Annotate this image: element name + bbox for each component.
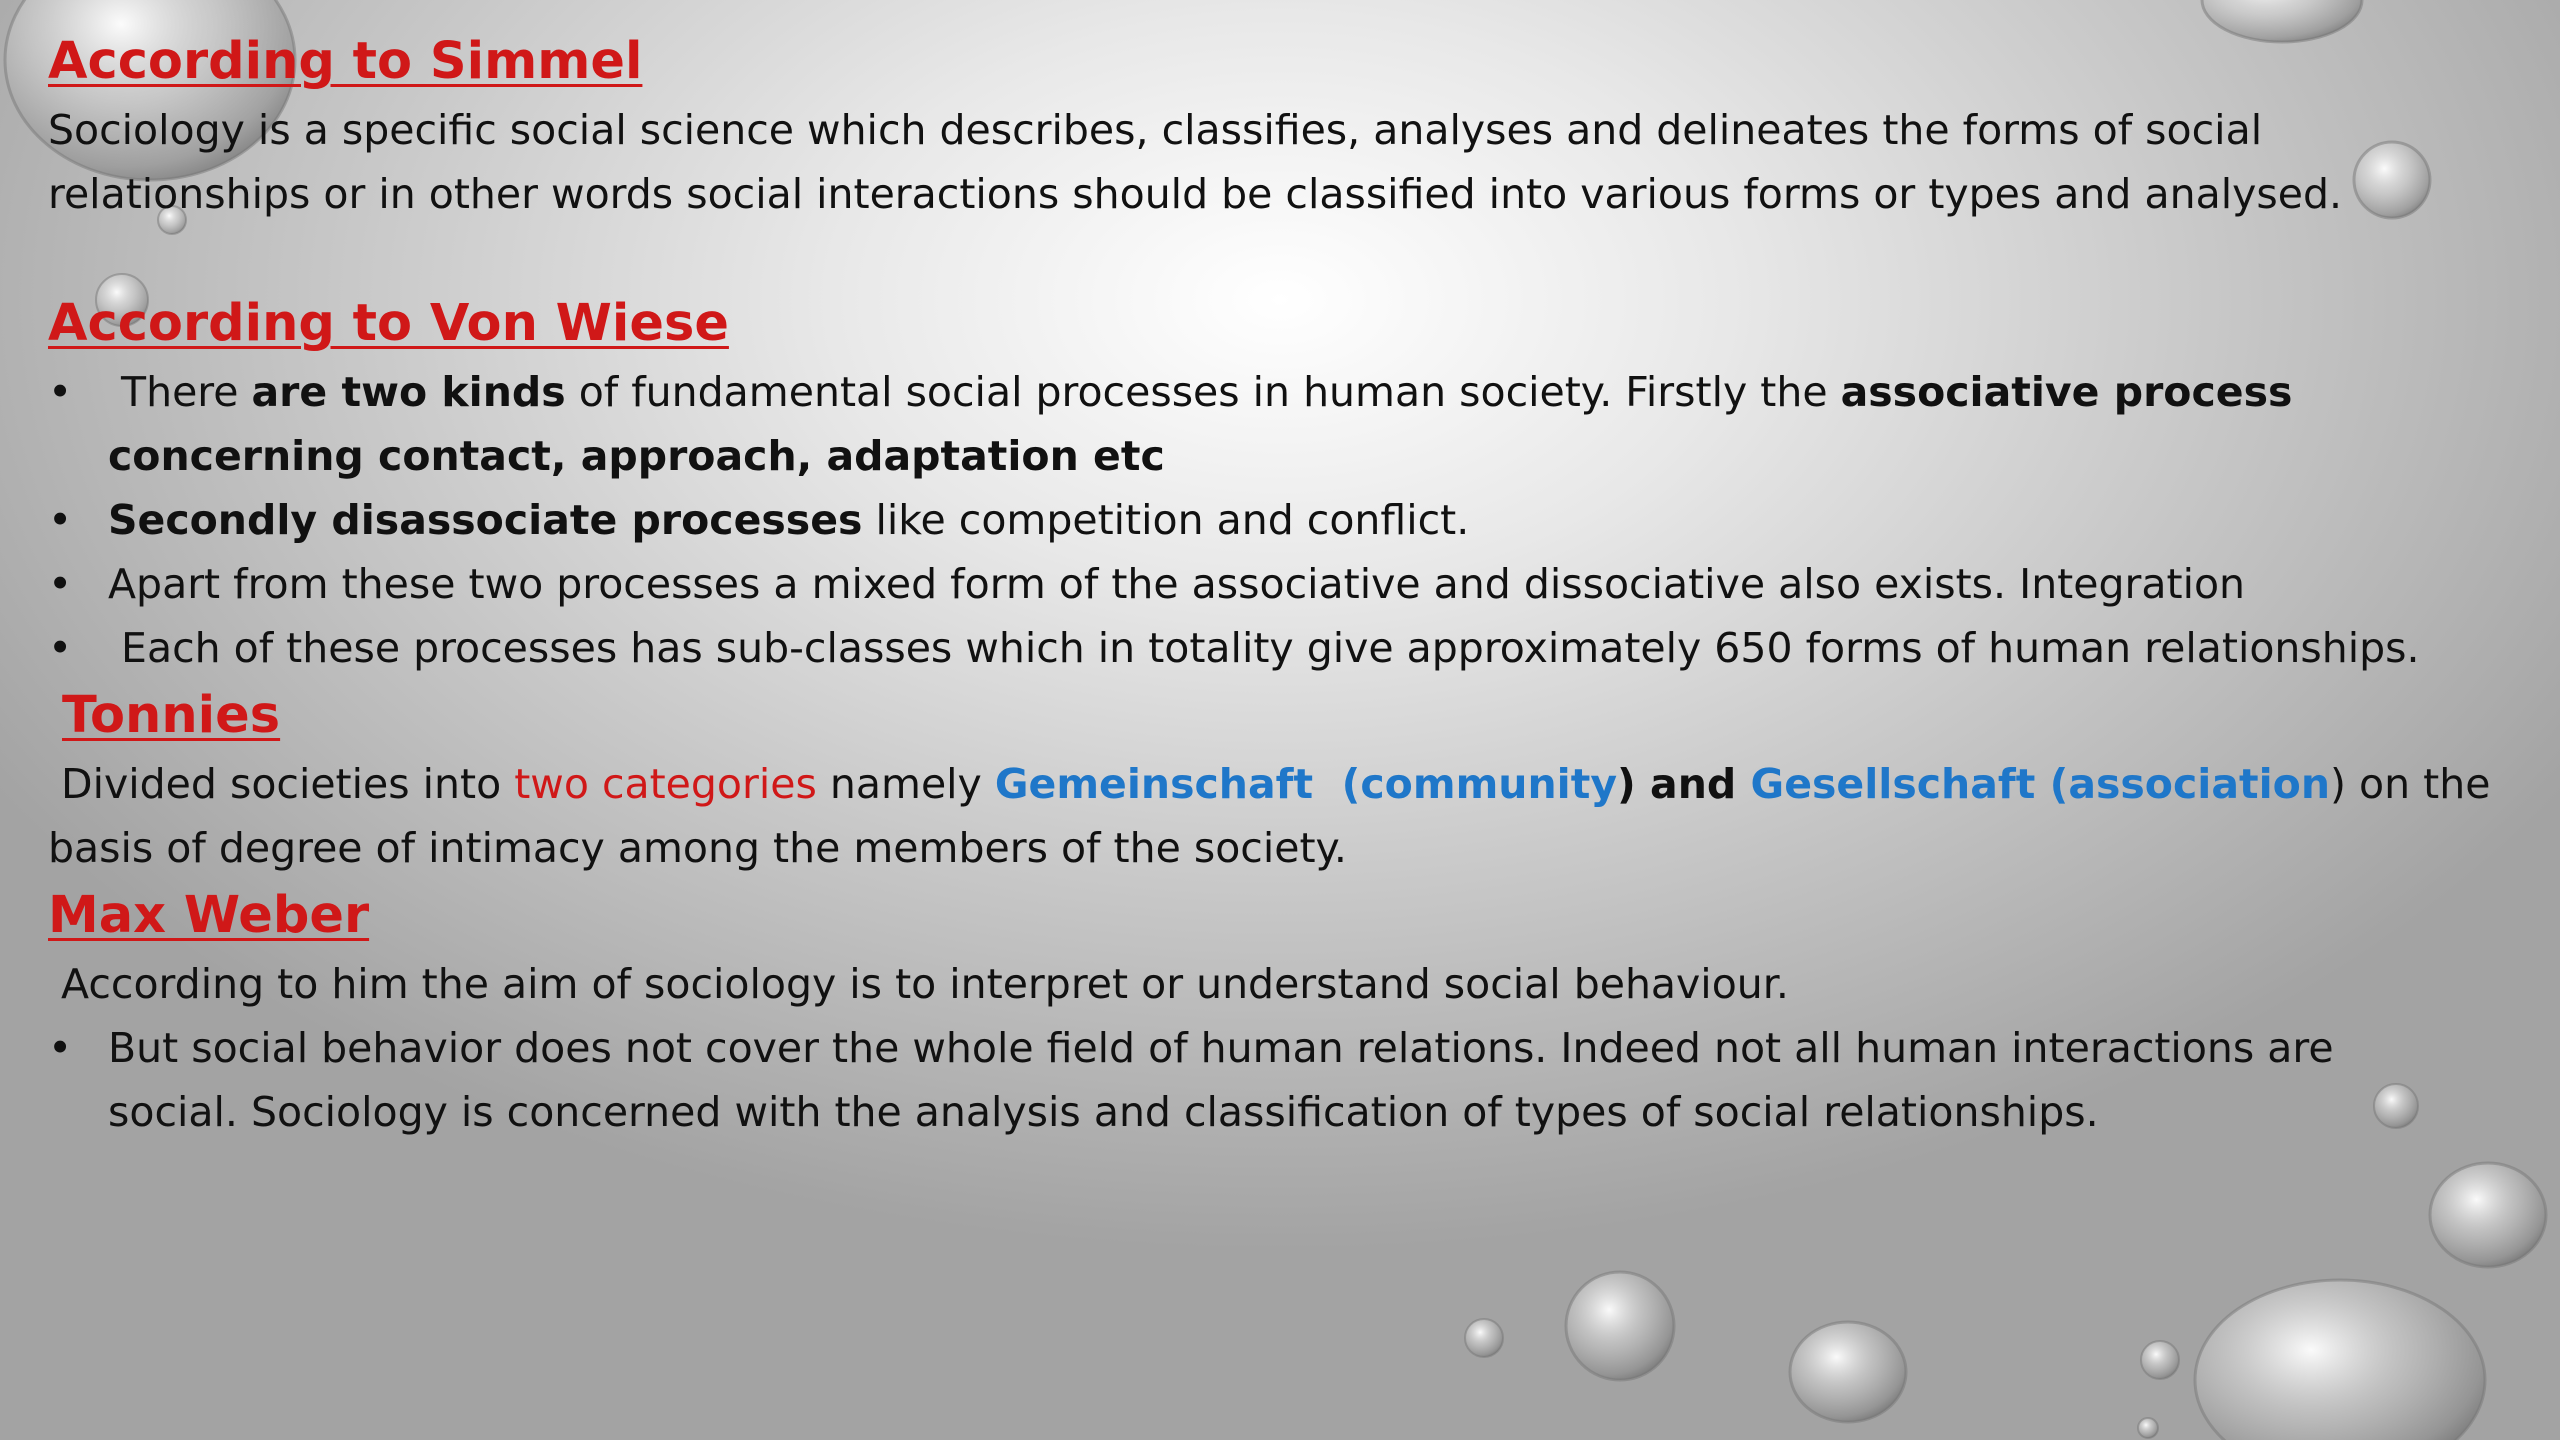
bullet-1-text-a: There xyxy=(108,368,252,416)
tonnies-text-c: ) on the xyxy=(2330,760,2491,808)
tonnies-text-b: namely xyxy=(816,760,995,808)
bullet-1-bold-a: are two kinds xyxy=(251,368,566,416)
weber-bullet xyxy=(48,1016,2508,1144)
section-spacer xyxy=(48,226,2508,288)
bullet-2-bold: Secondly disassociate processes xyxy=(108,496,863,544)
tonnies-text-a: Divided societies into xyxy=(48,760,515,808)
von-wiese-bullet-2 xyxy=(48,488,2508,552)
bullet-icon: • xyxy=(48,624,73,672)
von-wiese-bullet-1 xyxy=(48,360,2508,488)
bullet-2-line xyxy=(108,488,2508,552)
bullet-1-line-1 xyxy=(108,360,2508,424)
water-drop-icon xyxy=(1465,1319,1503,1357)
weber-definition xyxy=(48,952,2508,1016)
heading-tonnies: Tonnies xyxy=(62,686,281,745)
simmel-definition xyxy=(48,98,2508,226)
heading-max-weber: Max Weber xyxy=(48,886,370,945)
weber-line-1: According to him the aim of sociology is to interpret or understand social behaviour. xyxy=(48,960,1789,1008)
tonnies-and: ) and xyxy=(1617,760,1751,808)
slide-content xyxy=(48,26,2508,1144)
bullet-1-text-b: of fundamental social processes in human society. Firstly the xyxy=(565,368,1841,416)
water-drop-icon xyxy=(1790,1322,1906,1422)
water-drop-icon xyxy=(2141,1341,2179,1379)
bullet-1-line-2: concerning contact, approach, adaptation etc xyxy=(108,432,1165,480)
heading-simmel: According to Simmel xyxy=(48,32,643,91)
tonnies-gemeinschaft: Gemeinschaft (community xyxy=(994,760,1618,808)
heading-von-wiese-text: According to Von Wiese xyxy=(48,294,729,353)
water-drop-icon xyxy=(1566,1272,1674,1380)
bullet-1-bold-b: associative process xyxy=(1840,368,2293,416)
bullet-icon: • xyxy=(48,1024,73,1072)
bullet-icon: • xyxy=(48,496,73,544)
simmel-line-1: Sociology is a specific social science which describes, classifies, analyses and delineates the forms of social xyxy=(48,106,2263,154)
water-drop-icon xyxy=(2430,1163,2546,1267)
water-drop-icon xyxy=(2138,1418,2158,1438)
von-wiese-bullet-4 xyxy=(48,616,2508,680)
bullet-4-line: Each of these processes has sub-classes which in totality give approximately 650 forms of human relationships. xyxy=(108,624,2420,672)
tonnies-two-categories: two categories xyxy=(514,760,817,808)
tonnies-line-2: basis of degree of intimacy among the members of the society. xyxy=(48,824,1347,872)
bullet-icon: • xyxy=(48,560,73,608)
tonnies-definition xyxy=(48,752,2508,880)
bullet-2-text: like competition and conflict. xyxy=(862,496,1470,544)
tonnies-line-1 xyxy=(48,752,2508,816)
weber-bullet-line-1: But social behavior does not cover the whole field of human relations. Indeed not all human interactions are xyxy=(108,1024,2334,1072)
bullet-icon: • xyxy=(48,368,73,416)
simmel-line-2: relationships or in other words social interactions should be classified into various forms or types and analysed. xyxy=(48,170,2342,218)
water-drop-icon xyxy=(2195,1280,2485,1440)
tonnies-gesellschaft: Gesellschaft (association xyxy=(1750,760,2331,808)
weber-bullet-line-2: social. Sociology is concerned with the analysis and classification of types of social relationships. xyxy=(108,1088,2099,1136)
bullet-3-line: Apart from these two processes a mixed form of the associative and dissociative also exists. Integration xyxy=(108,560,2246,608)
von-wiese-bullet-3 xyxy=(48,552,2508,616)
heading-von-wiese xyxy=(48,288,2508,360)
